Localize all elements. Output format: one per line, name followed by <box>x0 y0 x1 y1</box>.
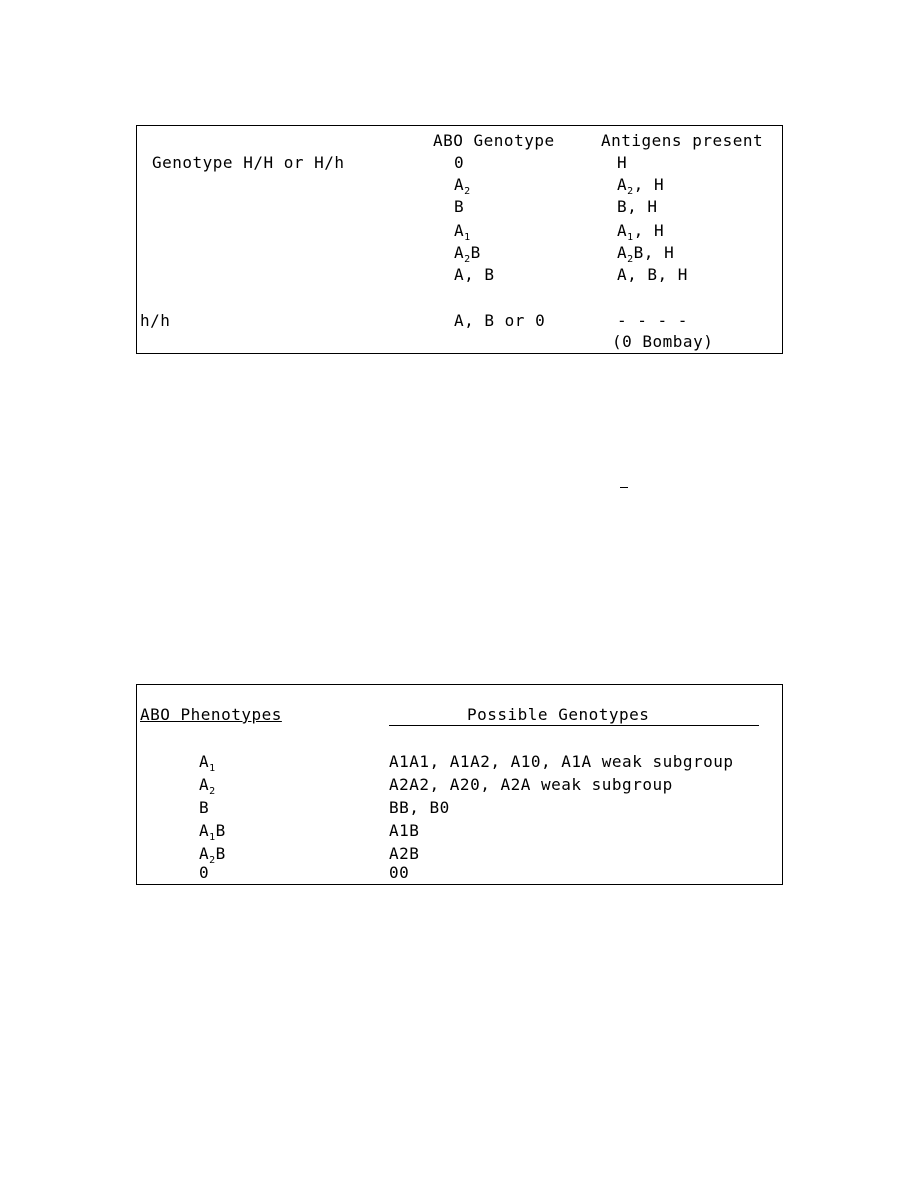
phenotype-cell: $A_2B$ <box>199 844 226 866</box>
phenotype-cell: 0 <box>199 863 210 882</box>
phenotype-cell: $A_1$ <box>199 752 216 774</box>
header-possible-genotypes: Possible Genotypes <box>467 705 650 724</box>
genotype-cell-bombay: A, B or 0 <box>454 311 546 330</box>
antigens-cell: $A_2$, H <box>617 175 665 197</box>
genotypes-cell: A1A1, A1A2, A10, A1A weak subgroup <box>389 752 734 771</box>
genotype-cell: $A_1$ <box>454 221 471 243</box>
phenotype-cell: $A_1B$ <box>199 821 226 843</box>
genotypes-cell: A2A2, A20, A2A weak subgroup <box>389 775 673 794</box>
genotype-cell: B <box>454 197 465 216</box>
antigens-cell: $A_1$, H <box>617 221 665 243</box>
antigens-cell: H <box>617 153 628 172</box>
stray-dash-mark <box>620 487 628 488</box>
genotypes-cell: A1B <box>389 821 420 840</box>
antigens-cell: A, B, H <box>617 265 688 284</box>
header-abo-genotype: ABO Genotype <box>433 131 555 150</box>
header-antigens-present: Antigens present <box>601 131 764 150</box>
abo-phenotype-genotype-table <box>136 684 783 885</box>
genotypes-cell: 00 <box>389 863 410 882</box>
header-abo-phenotypes: ABO Phenotypes <box>140 705 282 724</box>
group-label-hh-or-hh: Genotype H/H or H/h <box>152 153 345 172</box>
genotype-cell: A, B <box>454 265 495 284</box>
antigens-cell-none: - - - - <box>617 311 688 330</box>
antigens-cell: $A_2B$, H <box>617 243 675 265</box>
antigens-cell: B, H <box>617 197 658 216</box>
group-label-hh-recessive: h/h <box>140 311 171 330</box>
h-genotype-table <box>136 125 783 354</box>
genotype-cell: $A_2B$ <box>454 243 481 265</box>
bombay-note: (0 Bombay) <box>612 332 714 351</box>
genotype-cell: 0 <box>454 153 465 172</box>
phenotype-cell: B <box>199 798 210 817</box>
header-underline-rule <box>389 725 759 726</box>
phenotype-cell: $A_2$ <box>199 775 216 797</box>
genotype-cell: $A_2$ <box>454 175 471 197</box>
genotypes-cell: A2B <box>389 844 420 863</box>
genotypes-cell: BB, B0 <box>389 798 450 817</box>
